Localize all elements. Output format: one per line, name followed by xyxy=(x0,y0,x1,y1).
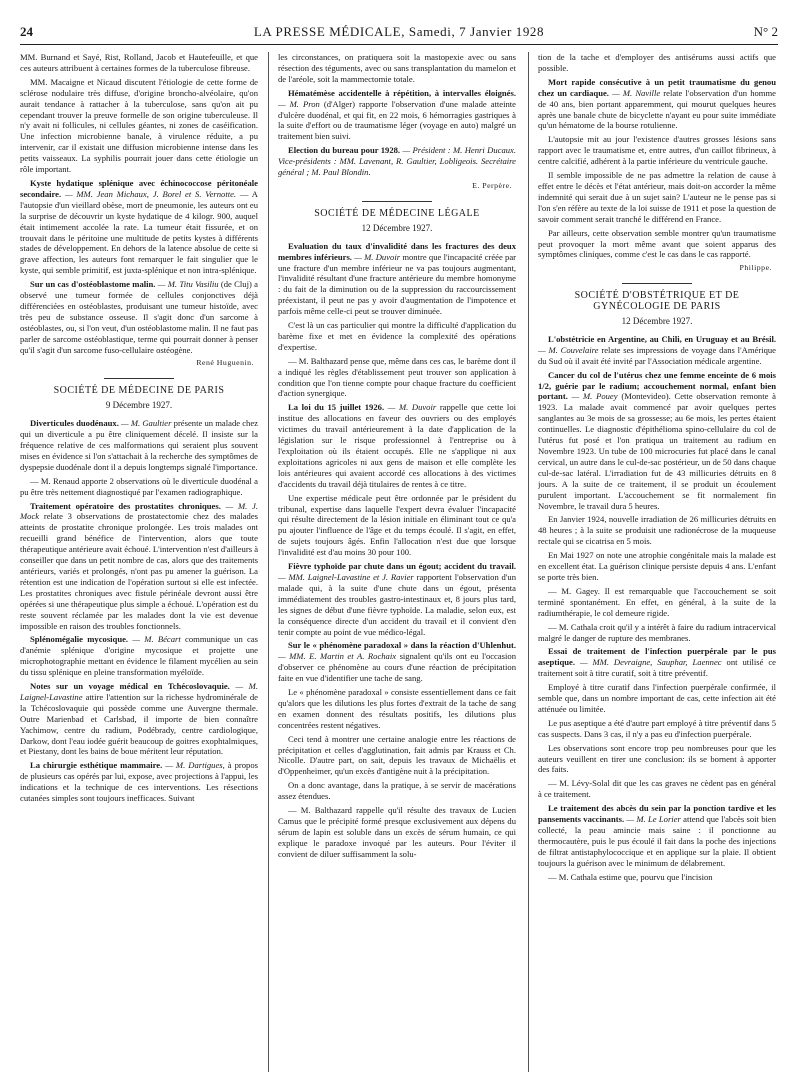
article-authors: — M. Dartigues, xyxy=(165,760,225,771)
article-entry xyxy=(278,402,516,489)
article-body: communique un cas d'anémie splénique d'origine mycosique et projette une microphotographie mettant en évidence le filament mycélien au sein du tissu splénique en pleine transformation myéloïde. xyxy=(20,634,258,678)
article-body: (Montevideo). Cette observation remonte à 1923. La malade avait commencé par avoir quelques pertes sanglantes au 3e mois de sa grossesse; au 6e mois, les pertes étaient continuelles. Le diagnostic d'épithélioma spino-cellulaire du col de l'utérus fut posé et l'on pratiqua un traitement au radium en Novembre 1923. Un tube de 100 microcuries fut placé dans le canal cervical, un autre dans le cul-de-sac postérieur, un de 50 dans chaque cul-de-sac latéral. L'irradiation fut de 43 millicuries détruits en 8 jours. A la suite de ce traitement, il se produit un écoulement purulent important. L'accouchement se fit normalement fin Novembre, le travail dura 5 heures. xyxy=(538,391,776,511)
article-entry xyxy=(278,561,516,637)
society-heading: SOCIÉTÉ DE MÉDECINE LÉGALE xyxy=(314,207,480,219)
paragraph: Employé à titre curatif dans l'infection puerpérale confirmée, il semble que, dans un nombre important de cas, cette infection ait été atténuée ou limitée. xyxy=(538,682,776,714)
article-authors: — M. J. Mock xyxy=(20,500,258,522)
article-body: relate 3 observations de prostatectomie chez des malades atteints de prostatite chronique prolongée. Les trois malades ont recueilli grand bénéfice de l'intervention, alors que toute thérapeutique antérieure avait échoué. L'intervention n'est d'ailleurs à conseiller que dans un petit nombre de cas, alors que des traitements antérieurs, variés et prolongés, n'ont pas pu amener la guérison. La rétention est une indication de l'opération surtout si elle est infectée. Les prostatites chroniques avec fistule périnéale devront aussi être opérées si une thérapeutique plus simple a échoué. L'opération est du reste souvent réclamée par les malades dont la vie est devenue impossible en raison des troubles fonctionnels. xyxy=(20,511,258,631)
paragraph: Il semble impossible de ne pas admettre la relation de cause à effet entre le décès et l'état antérieur, mais doit-on accorder la même indemnité qui serait due à un sujet sain? L'auteur ne le pense pas si l'on s'en réfère au texte de la loi suisse de 1911 et pose la question de savoir comment serait tranché le différend en France. xyxy=(538,170,776,224)
article-entry xyxy=(538,334,776,367)
paragraph: Une expertise médicale peut être ordonnée par le président du tribunal, expertise dans laquelle l'expert devra évaluer l'incapacité qui résulte directement de la lésion initiale en éliminant tout ce qu'a pu ajouter l'influence de l'âge et du temps écoulé. Il s'agit, en effet, de sujets toujours âgés. Enfin l'allocation n'est due que lorsque l'invalidité est d'au moins 30 pour 100. xyxy=(278,492,516,558)
paragraph: En Janvier 1924, nouvelle irradiation de 26 millicuries détruits en 48 heures ; à la suite se produisit une radionécrose de la muqueuse rectale qui se cicatrisa en 5 mois. xyxy=(538,514,776,547)
article-title: Notes sur un voyage médical en Tchécoslovaquie. xyxy=(30,681,230,692)
article-entry xyxy=(20,634,258,678)
article-entry xyxy=(20,178,258,276)
article-title: Sur un cas d'ostéoblastome malin. xyxy=(30,279,156,290)
article-authors: — M. Duvoir xyxy=(354,251,401,262)
article-title: Traitement opératoire des prostatites chroniques. xyxy=(30,500,221,511)
article-title: La loi du 15 juillet 1926. xyxy=(288,402,385,413)
paragraph: — M. Cathala estime que, pourvu que l'incision xyxy=(548,871,713,882)
article-authors: — M. Duvoir xyxy=(387,402,437,413)
article-authors: — M. Titu Vasiliu xyxy=(157,279,219,290)
article-entry xyxy=(20,279,258,355)
article-title: Cancer du col de l'utérus chez une femme enceinte de 6 mois 1/2, guérie par le radium; accouchement normal, enfant bien portant. xyxy=(538,369,776,402)
article-body: présente un malade chez qui un diverticule a pu être cliniquement décelé. Il insiste sur la fréquence relative de ces malformations qui seraient plus souvent mises en évidence si l'on s'attachait à la recherche des symptômes de dyspepsie duodénale dont il a depuis longtemps signalé l'importance. xyxy=(20,418,258,472)
article-title: Evaluation du taux d'invalidité dans les fractures des deux membres inférieurs. xyxy=(278,240,516,262)
section-rule xyxy=(362,201,432,202)
paragraph: En Mai 1927 on note une atrophie congénitale mais la malade est en excellent état. La guérison clinique persiste depuis 4 ans. L'enfant se porte très bien. xyxy=(538,550,776,582)
signature: E. Perpère. xyxy=(472,180,512,190)
article-entry xyxy=(20,418,258,473)
paragraph: — M. Balthazard pense que, même dans ces cas, le barème dont il a indiqué les règles d'établissement peut trouver son application à condition que l'on tienne compte pour chaque fracture du coefficient d'action synergique. xyxy=(278,355,516,399)
page-number: 24 xyxy=(20,24,33,39)
article-body: montre que l'incapacité créée par une fracture d'un membre inférieur ne va pas toujours augmentant, l'invalidité résultant d'une fracture antérieure du membre homonyme : du fait de la diminution ou de la suppression du raccourcissement préexistant, il peut ne pas y avoir d'augmentation de l'impotence et parfois même celle-ci peut se trouver diminuée. xyxy=(278,251,516,317)
article-title: L'obstétricie en Argentine, au Chili, en Uruguay et au Brésil. xyxy=(548,333,776,344)
column-3 xyxy=(538,52,776,1072)
newspaper-page xyxy=(20,14,778,1074)
paragraph: les circonstances, on pratiquera soit la mastopexie avec ou sans résection des téguments, avec ou sans transplantation du mamelon et de l'aréole, soit la mammectomie totale. xyxy=(278,52,516,84)
paragraph: MM. Macaigne et Nicaud discutent l'étiologie de cette forme de sclérose nodulaire très diffuse, d'origine broncho-alvéolaire, qu'on aurait tendance à rattacher à la tuberculose, sans qu'on ait pu cependant trouver la preuve formelle de son origine tuberculeuse. Il n'y avait ni follicules, ni cellules géantes, ni zones de caséification. Une infection microbienne banale, à virulence réduite, a pu intervenir, car il existait une diffusion microbienne intense dans les petits vaisseaux. La syphilis pourrait jouer dans cette étiologie un rôle important. xyxy=(20,76,258,175)
section-rule xyxy=(622,283,692,284)
article-body: signalent qu'ils ont eu l'occasion d'observer ce phénomène au cours d'une réaction de précipitation faite en vue d'identifier une tache de sang. xyxy=(278,651,516,684)
session-date: 12 Décembre 1927. xyxy=(621,316,693,327)
article-authors: — M. Bécart xyxy=(132,634,181,645)
journal-title: LA PRESSE MÉDICALE, Samedi, 7 Janvier 1928 xyxy=(253,24,545,39)
column-1 xyxy=(20,52,258,1072)
article-title: Splénomégalie mycosique. xyxy=(30,634,129,645)
article-authors: — MM. E. Martin et A. Rochaix xyxy=(278,651,397,662)
paragraph: L'autopsie mit au jour l'existence d'autres grosses lésions sans rapport avec le traumatisme et, entre autres, d'un caillot fibrineux, à centre calcifié, adhérent à la partie inférieure du ventricule gauche. xyxy=(538,134,776,167)
session-date: 9 Décembre 1927. xyxy=(105,400,173,411)
signature: René Huguenin. xyxy=(196,358,254,368)
article-body: ont utilisé ce traitement soit à titre curatif, soit à titre préventif. xyxy=(538,657,776,679)
article-body: relate l'observation d'un homme de 40 ans, bien portant apparemment, qui mourut quelques heures après une banale chute de bicyclette n'ayant eu pour suite immédiate qu'un hématome de la bourse rotulienne. xyxy=(538,87,776,131)
article-entry xyxy=(20,760,258,804)
article-entry xyxy=(278,145,516,178)
paragraph: — M. Cathala croit qu'il y a intérêt à faire du radium intracervical malgré le danger de rupture des membranes. xyxy=(538,621,776,643)
society-heading: SOCIÉTÉ DE MÉDECINE DE PARIS xyxy=(53,385,225,397)
article-title: Fièvre typhoïde par chute dans un égout; accident du travail. xyxy=(288,561,516,572)
section-rule xyxy=(104,378,174,379)
article-entry xyxy=(538,646,776,679)
article-title: Election du bureau pour 1928. xyxy=(288,145,401,156)
article-body: attend que l'abcès soit bien collecté, la peau amincie mais saine : il ponctionne au thermocautère, puis le pus écoulé il fait dans la poche des injections de filtrat antistaphylococcique et en applique sur la plaie. Il obtient toujours la guérison avec le minimum de délabrement. xyxy=(538,814,776,868)
article-authors: — M. Naville xyxy=(612,87,661,98)
article-body: à propos de plusieurs cas opérés par lui, expose, avec projections à l'appui, les indications et la technique de ces interventions. Les résections cutanées simples sont toujours inefficaces. Suivant xyxy=(20,760,258,804)
article-title: Essai de traitement de l'infection puerpérale par le pus aseptique. xyxy=(538,646,776,668)
session-date: 12 Décembre 1927. xyxy=(361,222,433,233)
issue-number: N° 2 xyxy=(753,24,778,39)
article-title: Hématémèse accidentelle à répétition, à intervalles éloignés. xyxy=(288,87,516,98)
paragraph: — M. Renaud apporte 2 observations où le diverticule duodénal a pu être très nettement diagnostiqué par l'examen radiographique. xyxy=(20,475,258,497)
article-body: (d'Alger) rapporte l'observation d'une malade atteinte d'ulcère duodénal, et qui fit, en 22 mois, 6 hémorragies gastriques à la suite d'effort ou de traumatisme léger (voyage en auto) malgré un traitement bien suivi. xyxy=(278,98,516,142)
article-title: La chirurgie esthétique mammaire. xyxy=(30,760,163,771)
paragraph: Le « phénomène paradoxal » consiste essentiellement dans ce fait qu'alors que les dilutions les plus fortes d'extrait de la tache de sang en examen donnent des résultats positifs, les dilutions plus concentrées restent négatives. xyxy=(278,687,516,730)
column-2 xyxy=(278,52,516,1072)
article-title: Diverticules duodénaux. xyxy=(30,418,119,429)
article-authors: — M. Pouey xyxy=(571,391,618,402)
paragraph: — M. Gagey. Il est remarquable que l'accouchement se soit terminé spontanément. En effet, en général, à la suite de la radiumthérapie, le col demeure rigide. xyxy=(538,585,776,618)
paragraph: tion de la tache et d'employer des antisérums aussi actifs que possible. xyxy=(538,52,776,73)
paragraph: Les observations sont encore trop peu nombreuses pour que les auteurs veuillent en tirer une conclusion: ils se bornent à apporter des faits. xyxy=(538,742,776,775)
paragraph: Le pus aseptique a été d'autre part employé à titre préventif dans 5 cas suspects. Dans 3 cas, il n'y a pas eu d'infection puerpérale. xyxy=(538,717,776,739)
article-authors: — M. Couvelaire xyxy=(538,344,599,355)
article-authors: — MM. Devraigne, Sauphar, Laennec xyxy=(579,657,722,668)
article-body: attire l'attention sur la richesse hydrominérale de la Tchécoslovaquie qui possède comme une Auvergne thermale. Outre Marienbad et Carlsbad, il importe de bien connaître Yachimow, centre du radium, Podébrady, centre cardiologique, Darkow, dont l'eau iodée guérit beaucoup de goitres exophtalmiques, et Piestany, dont les bains de boue méritent leur réputation. xyxy=(20,691,258,757)
article-body: — Président : M. Henri Ducaux. Vice-présidents : MM. Lavenant, R. Gaultier, Lobligeois. Secrétaire général ; M. Paul Blondin. xyxy=(278,145,516,178)
article-title: Le traitement des abcès du sein par la ponction tardive et les pansements vaccinants. xyxy=(538,803,776,825)
article-title: Sur le « phénomène paradoxal » dans la réaction d'Uhlenhut. xyxy=(288,640,516,651)
article-authors: — MM. Laignel-Lavastine et J. Ravier xyxy=(278,571,414,582)
paragraph: MM. Burnand et Sayé, Rist, Rolland, Jacob et Hautefeuille, et que ces auteurs attribuent à certaines formes de la tuberculose fibreuse. xyxy=(20,52,258,73)
article-entry xyxy=(538,370,776,512)
paragraph: — M. Balthazard rappelle qu'il résulte des travaux de Lucien Camus que le précipité formé presque exclusivement aux dépens du sérum de lapin est soluble dans un excès de sérum humain, ce qui explique le paradoxe invoqué par les auteurs. Pour l'éviter il convient de diluer suffisamment la solu- xyxy=(278,805,516,859)
article-entry xyxy=(20,681,258,757)
article-entry xyxy=(538,803,776,868)
article-body: — A l'autopsie d'un vieillard obèse, mort de pneumonie, les auteurs ont eu la surprise de découvrir un kyste hydatique de 4 kilogr. 900, auquel était intimement accolée la rate. La tumeur était fissurée, et on trouvait dans le péritoine une multitude de petits kystes à différents stades de développement. En dehors de la latence absolue de cette si grave affection, les auteurs font remarquer le fait singulier que le kyste, qui semble primitif, est juxta-splénique et non intra-splénique. xyxy=(20,188,258,276)
article-entry xyxy=(278,88,516,143)
paragraph: On a donc avantage, dans la pratique, à se servir de macérations assez étendues. xyxy=(278,780,516,802)
article-authors: — M. Pron xyxy=(278,98,320,109)
article-entry xyxy=(278,241,516,317)
paragraph: Ceci tend à montrer une certaine analogie entre les réactions de précipitation et celles d'agglutination, fait admis par Krauss et Ch. Nicolle. D'autre part, on sait, depuis les travaux de Michaëlis et d'Oppenheimer, qu'un excès d'antigène nuit à la précipitation. xyxy=(278,733,516,777)
column-divider xyxy=(528,52,529,1072)
text-columns xyxy=(20,52,778,1072)
paragraph: — M. Lévy-Solal dit que les cas graves ne cèdent pas en général à ce traitement. xyxy=(538,778,776,800)
paragraph: C'est là un cas particulier qui montre la difficulté d'application du barème fixe et met en évidence la complexité des opérations d'expertise. xyxy=(278,320,516,352)
article-authors: — M. Le Lorier xyxy=(626,814,681,825)
article-title: Kyste hydatique splénique avec échinococcose péritonéale secondaire. xyxy=(20,177,258,199)
article-authors: — M. Gaultier xyxy=(121,418,172,429)
article-body: rapportent l'observation d'un malade qui, à la suite d'une chute dans un égout, présenta immédiatement des troubles gastro-intestinaux et, 8 jours plus tard, les signes de début d'une fièvre typhoïde. La maladie, selon eux, est la conséquence directe d'un accident du travail et il convient d'en tenir compte au point de vue médico-légal. xyxy=(278,571,516,637)
signature: Philippe. xyxy=(739,263,772,273)
article-entry xyxy=(20,501,258,632)
article-authors: — M. Laignel-Lavastine xyxy=(20,681,258,702)
article-body: relate ses impressions de voyage dans l'Amérique du Sud où il avait été invité par l'Association médicale argentine. xyxy=(538,344,776,366)
article-title: Mort rapide consécutive à un petit traumatisme du genou chez un cardiaque. xyxy=(538,76,776,98)
column-divider xyxy=(268,52,269,1072)
society-heading: SOCIÉTÉ D'OBSTÉTRIQUE ET DE GYNÉCOLOGIE DE PARIS xyxy=(574,290,740,313)
article-authors: — MM. Jean Michaux, J. Borel et S. Vernotte. xyxy=(64,188,237,199)
article-body: (de Cluj) a observé une tumeur formée de cellules conjonctives déjà différenciées en ostéoblastes, produisant une tumeur histoïde, avec très peu de substance osseuse. Il s'agit donc d'un sarcome à ostéoblastes, ou, si l'on veut, d'un ostéoblastome malin. Il ne faut pas parler de sarcome ostéoblastique, terme qui pourrait donner à penser qu'il s'agit d'un sarcome fuso-cellulaire ostéogène. xyxy=(20,279,258,355)
paragraph: Par ailleurs, cette observation semble montrer qu'un traumatisme peut provoquer la mort même avant que soient apparus des symptômes cliniques, comme c'est le cas dans le cas rapporté. xyxy=(538,227,776,260)
article-body: rappelle que cette loi institue des allocations en faveur des ouvriers ou des employés victimes du travail antérieurement à la date d'application de la législation sur le risque professionnel à l'entreprise ou à l'exploitation où ils étaient occupés. Elle ne s'applique ni aux exploitations agricoles ni aux gens de maison et elle complète les lois antérieures qui avaient accordé ces allocations à des victimes d'accidents du travail déjà titulaires de rentes à ce titre. xyxy=(278,402,516,489)
article-entry xyxy=(538,77,776,132)
article-entry xyxy=(278,640,516,684)
page-header xyxy=(20,14,778,45)
